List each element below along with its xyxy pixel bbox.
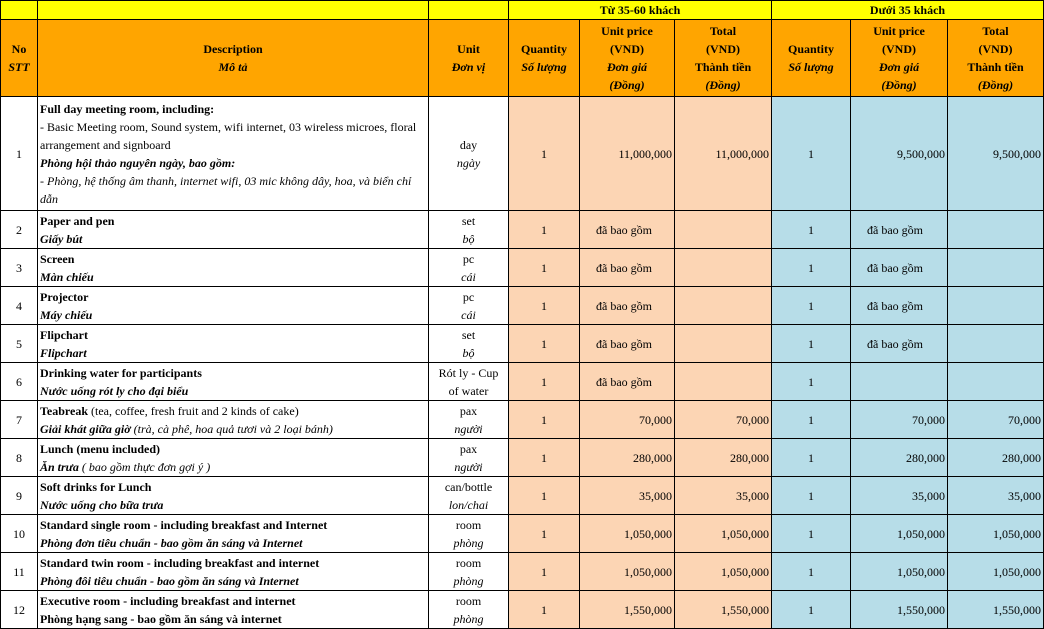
header-price-currency: (VND) — [610, 42, 644, 56]
unit-price-35-60: đã bao gồm — [580, 287, 675, 325]
quantity-under-35: 1 — [772, 211, 851, 249]
description-title-en: Teabreak — [40, 403, 89, 418]
row-number: 1 — [1, 97, 38, 211]
table-row — [1, 477, 1044, 515]
unit-price-under-35: 35,000 — [851, 477, 948, 515]
quantity-35-60: 1 — [509, 477, 580, 515]
total-35-60 — [675, 249, 772, 287]
header-price-vi: Đơn giá — [878, 60, 920, 74]
group-header-blank — [38, 1, 429, 20]
quantity-under-35: 1 — [772, 553, 851, 591]
header-total-en: Total — [709, 24, 737, 38]
unit-price-under-35: 1,050,000 — [851, 515, 948, 553]
header-no-vi: STT — [8, 60, 30, 74]
row-unit — [429, 363, 509, 401]
table-row — [1, 287, 1044, 325]
description-title-en: Executive room - including breakfast and internet — [40, 593, 296, 608]
description-title-vi: Phòng hội thảo nguyên ngày, bao gồm: — [40, 155, 236, 170]
unit-price-under-35: 70,000 — [851, 401, 948, 439]
row-unit — [429, 553, 509, 591]
header-unit-price-2 — [851, 20, 948, 97]
unit-price-under-35: đã bao gồm — [851, 211, 948, 249]
description-title-vi: Phòng hạng sang - bao gồm ăn sáng và internet — [40, 611, 282, 626]
description-title-en: Soft drinks for Lunch — [40, 479, 152, 494]
unit-vi: of water — [448, 383, 489, 398]
total-under-35: 35,000 — [948, 477, 1044, 515]
description-title-vi: Giải khát giữa giờ — [40, 421, 131, 436]
header-description-vi: Mô tả — [218, 60, 248, 74]
description-title-en: Standard twin room - including breakfast and internet — [40, 555, 320, 570]
group-header-blank — [429, 1, 509, 20]
header-no-en: No — [11, 42, 27, 56]
row-number: 12 — [1, 591, 38, 629]
row-unit — [429, 249, 509, 287]
unit-price-under-35: 280,000 — [851, 439, 948, 477]
row-unit — [429, 515, 509, 553]
table-row — [1, 325, 1044, 363]
unit-en: day — [459, 137, 478, 152]
total-35-60: 1,050,000 — [675, 515, 772, 553]
row-description — [38, 287, 429, 325]
unit-vi: phòng — [453, 611, 484, 626]
header-price-currency-vi: (Đồng) — [881, 78, 917, 92]
description-title-vi: Nước uống cho bữa trưa — [40, 497, 164, 512]
row-unit — [429, 97, 509, 211]
header-unit-en: Unit — [457, 42, 480, 56]
quantity-under-35: 1 — [772, 363, 851, 401]
group-header-blank — [1, 1, 38, 20]
row-unit — [429, 287, 509, 325]
description-detail-en: - Basic Meeting room, Sound system, wifi internet, 03 wireless microes, floral arrangement and signboard — [40, 119, 417, 152]
unit-price-35-60: đã bao gồm — [580, 249, 675, 287]
description-title-en: Paper and pen — [40, 213, 115, 228]
header-description — [38, 20, 429, 97]
total-35-60: 1,050,000 — [675, 553, 772, 591]
description-title-vi: Máy chiếu — [40, 307, 93, 322]
unit-vi: cái — [461, 307, 476, 322]
description-title-vi: Phòng đơn tiêu chuẩn - bao gồm ăn sáng và Internet — [40, 535, 303, 550]
header-total-currency-vi: (Đồng) — [977, 78, 1014, 92]
unit-en: pc — [462, 289, 475, 304]
quantity-35-60: 1 — [509, 515, 580, 553]
row-number: 7 — [1, 401, 38, 439]
unit-vi: ngày — [456, 155, 481, 170]
total-under-35: 9,500,000 — [948, 97, 1044, 211]
header-unit — [429, 20, 509, 97]
quantity-under-35: 1 — [772, 439, 851, 477]
total-35-60: 70,000 — [675, 401, 772, 439]
row-number: 9 — [1, 477, 38, 515]
unit-price-35-60: 1,050,000 — [580, 515, 675, 553]
total-35-60: 1,550,000 — [675, 591, 772, 629]
total-under-35: 1,050,000 — [948, 515, 1044, 553]
row-number: 5 — [1, 325, 38, 363]
unit-vi: bộ — [462, 345, 475, 360]
unit-price-under-35 — [851, 363, 948, 401]
row-description — [38, 477, 429, 515]
row-unit — [429, 211, 509, 249]
header-price-currency-vi: (Đồng) — [609, 78, 645, 92]
header-no — [1, 20, 38, 97]
unit-en: room — [455, 517, 482, 532]
description-detail-en: (tea, coffee, fresh fruit and 2 kinds of cake) — [88, 403, 299, 418]
row-description — [38, 439, 429, 477]
unit-vi: bộ — [462, 231, 475, 246]
column-header-row — [1, 20, 1044, 97]
table-row — [1, 591, 1044, 629]
description-title-vi: Flipchart — [40, 345, 87, 360]
group-header-under-35: Dưới 35 khách — [772, 1, 1044, 20]
total-under-35: 1,050,000 — [948, 553, 1044, 591]
row-number: 6 — [1, 363, 38, 401]
quantity-under-35: 1 — [772, 591, 851, 629]
table-row — [1, 363, 1044, 401]
quantity-under-35: 1 — [772, 515, 851, 553]
header-total-currency-vi: (Đồng) — [705, 78, 741, 92]
unit-vi: phòng — [453, 535, 484, 550]
unit-price-under-35: đã bao gồm — [851, 287, 948, 325]
row-description — [38, 325, 429, 363]
description-detail-vi: - Phòng, hệ thống âm thanh, internet wifi, 03 mic không dây, hoa, và biển chỉ dẫn — [40, 173, 412, 206]
total-under-35 — [948, 325, 1044, 363]
unit-price-35-60: 11,000,000 — [580, 97, 675, 211]
header-description-en: Description — [203, 42, 263, 56]
total-under-35: 70,000 — [948, 401, 1044, 439]
header-quantity-vi: Số lượng — [788, 60, 834, 74]
quantity-35-60: 1 — [509, 553, 580, 591]
row-number: 4 — [1, 287, 38, 325]
quantity-35-60: 1 — [509, 97, 580, 211]
table-row — [1, 211, 1044, 249]
unit-price-under-35: 1,550,000 — [851, 591, 948, 629]
description-title-vi: Giấy bút — [40, 231, 83, 246]
quantity-35-60: 1 — [509, 211, 580, 249]
row-unit — [429, 477, 509, 515]
header-price-currency: (VND) — [882, 42, 917, 56]
header-total-1 — [675, 20, 772, 97]
unit-en: pax — [459, 441, 478, 456]
total-35-60: 11,000,000 — [675, 97, 772, 211]
unit-en: set — [461, 213, 476, 228]
unit-vi: cái — [461, 269, 476, 284]
row-description — [38, 401, 429, 439]
description-title-en: Flipchart — [40, 327, 88, 342]
header-total-vi: Thành tiền — [967, 60, 1024, 74]
description-title-en: Full day meeting room, including: — [40, 101, 215, 116]
unit-vi: người — [454, 421, 483, 436]
row-unit — [429, 591, 509, 629]
total-under-35 — [948, 211, 1044, 249]
total-35-60 — [675, 363, 772, 401]
row-unit — [429, 439, 509, 477]
quantity-35-60: 1 — [509, 249, 580, 287]
quantity-35-60: 1 — [509, 401, 580, 439]
header-total-en: Total — [982, 24, 1009, 38]
header-total-2 — [948, 20, 1044, 97]
unit-price-under-35: 1,050,000 — [851, 553, 948, 591]
description-title-vi: Phòng đôi tiêu chuẩn - bao gồm ăn sáng và Internet — [40, 573, 299, 588]
table-row — [1, 515, 1044, 553]
unit-en: can/bottle — [444, 479, 493, 494]
row-number: 10 — [1, 515, 38, 553]
quantity-35-60: 1 — [509, 591, 580, 629]
description-title-en: Screen — [40, 251, 75, 266]
total-under-35 — [948, 363, 1044, 401]
row-description — [38, 363, 429, 401]
row-number: 8 — [1, 439, 38, 477]
row-description — [38, 591, 429, 629]
table-row — [1, 401, 1044, 439]
row-description — [38, 97, 429, 211]
total-35-60 — [675, 287, 772, 325]
group-header-row — [1, 1, 1044, 20]
table-row — [1, 97, 1044, 211]
header-quantity-1 — [509, 20, 580, 97]
table-row — [1, 553, 1044, 591]
row-number: 11 — [1, 553, 38, 591]
unit-price-35-60: đã bao gồm — [580, 325, 675, 363]
quantity-under-35: 1 — [772, 97, 851, 211]
header-price-en: Unit price — [873, 24, 925, 38]
total-35-60: 280,000 — [675, 439, 772, 477]
description-title-vi: Ăn trưa — [40, 459, 79, 474]
header-total-vi: Thành tiền — [694, 60, 752, 74]
unit-price-35-60: 280,000 — [580, 439, 675, 477]
total-under-35: 280,000 — [948, 439, 1044, 477]
unit-vi: lon/chai — [448, 497, 489, 512]
unit-price-35-60: đã bao gồm — [580, 363, 675, 401]
row-description — [38, 249, 429, 287]
quantity-35-60: 1 — [509, 287, 580, 325]
unit-price-35-60: 1,550,000 — [580, 591, 675, 629]
unit-en: set — [461, 327, 476, 342]
total-under-35 — [948, 287, 1044, 325]
description-title-en: Lunch (menu included) — [40, 441, 161, 456]
description-title-en: Projector — [40, 289, 89, 304]
total-35-60: 35,000 — [675, 477, 772, 515]
unit-price-35-60: 35,000 — [580, 477, 675, 515]
total-35-60 — [675, 211, 772, 249]
quantity-35-60: 1 — [509, 363, 580, 401]
header-quantity-2 — [772, 20, 851, 97]
unit-en: pc — [462, 251, 475, 266]
header-price-vi: Đơn giá — [606, 60, 648, 74]
row-description — [38, 553, 429, 591]
quantity-under-35: 1 — [772, 287, 851, 325]
description-detail-vi: (trà, cà phê, hoa quả tươi và 2 loại bánh) — [130, 421, 333, 436]
unit-vi: phòng — [453, 573, 484, 588]
group-header-35-60: Từ 35-60 khách — [509, 1, 772, 20]
description-title-vi: Màn chiếu — [40, 269, 94, 284]
row-number: 2 — [1, 211, 38, 249]
unit-price-under-35: 9,500,000 — [851, 97, 948, 211]
description-detail-vi: ( bao gồm thực đơn gợi ý ) — [78, 459, 211, 474]
header-quantity-en: Quantity — [520, 42, 567, 56]
unit-en: room — [455, 555, 482, 570]
total-under-35: 1,550,000 — [948, 591, 1044, 629]
description-title-en: Standard single room - including breakfast and Internet — [40, 517, 328, 532]
row-unit — [429, 401, 509, 439]
unit-price-under-35: đã bao gồm — [851, 325, 948, 363]
header-total-currency: (VND) — [978, 42, 1013, 56]
row-description — [38, 515, 429, 553]
header-quantity-en: Quantity — [788, 42, 835, 56]
quantity-under-35: 1 — [772, 477, 851, 515]
unit-vi: người — [454, 459, 483, 474]
row-number: 3 — [1, 249, 38, 287]
row-unit — [429, 325, 509, 363]
unit-price-35-60: 70,000 — [580, 401, 675, 439]
row-description — [38, 211, 429, 249]
quantity-35-60: 1 — [509, 439, 580, 477]
unit-price-35-60: đã bao gồm — [580, 211, 675, 249]
header-unit-vi: Đơn vị — [451, 60, 486, 74]
unit-price-under-35: đã bao gồm — [851, 249, 948, 287]
quantity-under-35: 1 — [772, 401, 851, 439]
unit-en: pax — [459, 403, 478, 418]
unit-en: Rót ly - Cup — [438, 365, 499, 380]
header-total-currency: (VND) — [706, 42, 740, 56]
quantity-35-60: 1 — [509, 325, 580, 363]
header-unit-price-1 — [580, 20, 675, 97]
quantity-under-35: 1 — [772, 249, 851, 287]
unit-price-35-60: 1,050,000 — [580, 553, 675, 591]
quantity-under-35: 1 — [772, 325, 851, 363]
table-row — [1, 249, 1044, 287]
unit-en: room — [455, 593, 482, 608]
description-title-en: Drinking water for participants — [40, 365, 202, 380]
header-quantity-vi: Số lượng — [521, 60, 567, 74]
total-35-60 — [675, 325, 772, 363]
table-row — [1, 439, 1044, 477]
header-price-en: Unit price — [601, 24, 653, 38]
description-title-vi: Nước uống rót ly cho đại biểu — [40, 383, 189, 398]
total-under-35 — [948, 249, 1044, 287]
